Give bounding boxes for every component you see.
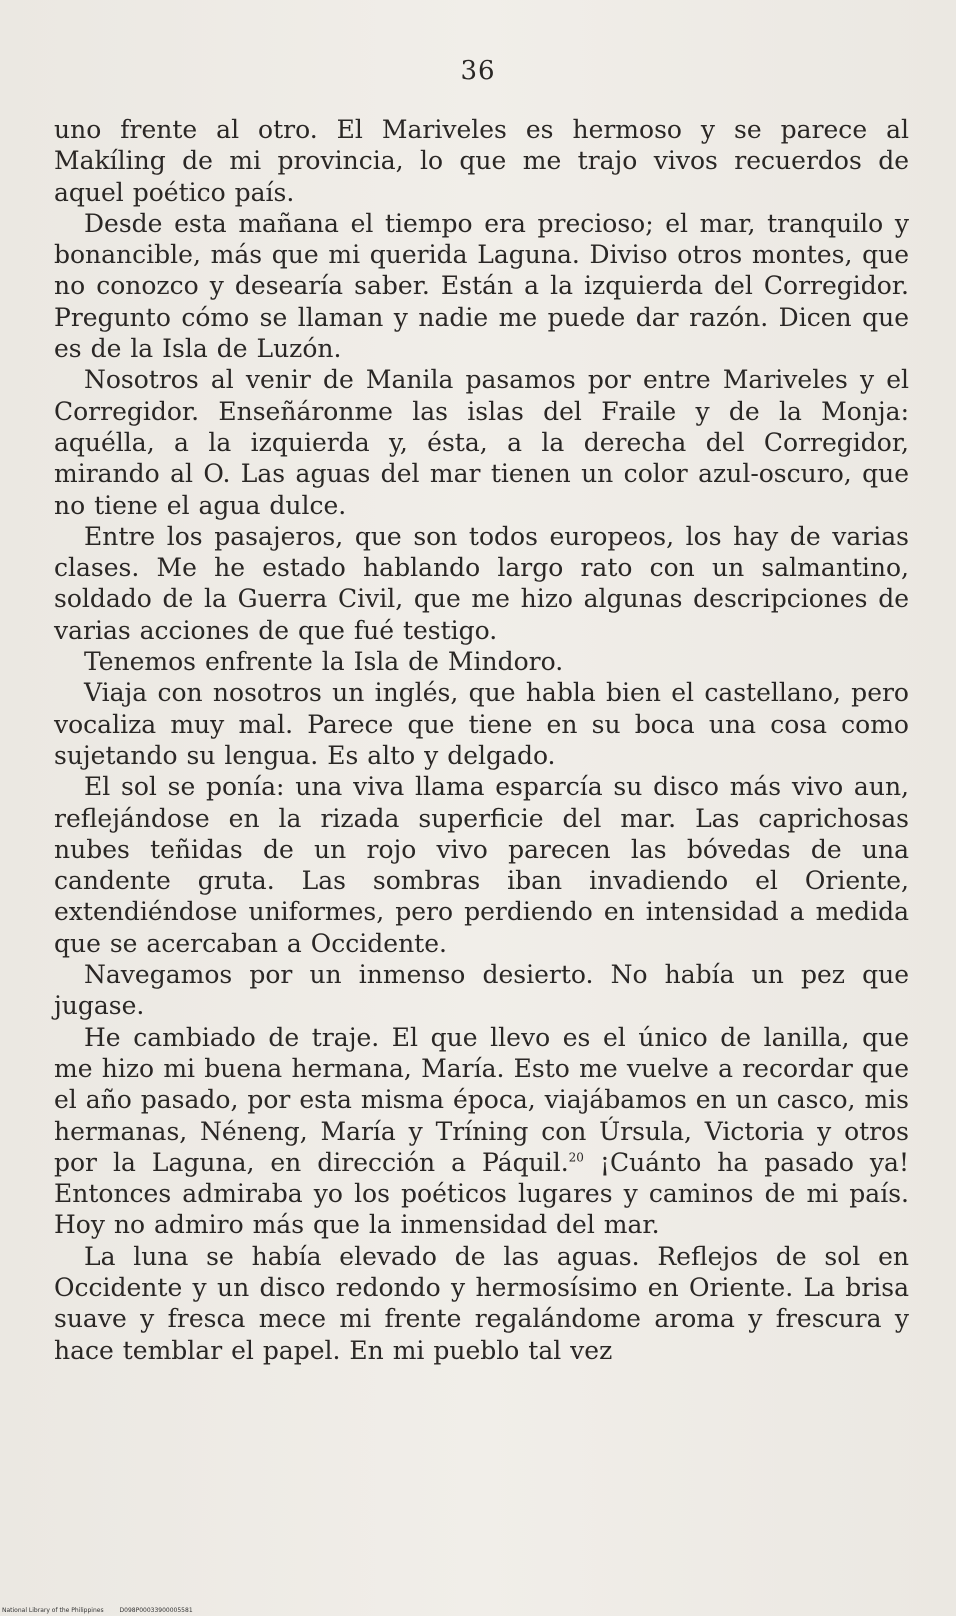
paragraph: Desde esta mañana el tiempo era precioso; el mar, tranquilo y bonancible, más que mi querida Laguna. Diviso otros montes, que no conozco y desearía saber. Están a la izquierda del Corregidor. Pregunto cómo se llaman y nadie me puede dar razón. Dicen que es de la Isla de Luzón. — [54, 208, 909, 364]
paragraph: Viaja con nosotros un inglés, que habla bien el castellano, pero vocaliza muy mal. Parece que tiene en su boca una cosa como sujetando su lengua. Es alto y delgado. — [54, 678, 909, 770]
scan-code: D098P00033900005581 — [119, 1607, 193, 1614]
page-number: 36 — [460, 56, 496, 86]
paragraph: La luna se había elevado de las aguas. Reflejos de sol en Occidente y un disco redondo y hermosísimo en Oriente. La brisa suave y fresca mece mi frente regalándome aroma y frescura y hace temblar el papel. En mi pueblo tal vez — [54, 1241, 909, 1365]
footnote-marker: 20 — [568, 1150, 584, 1165]
paragraph: Nosotros al venir de Manila pasamos por entre Mariveles y el Corregidor. Enseñáronme las islas del Fraile y de la Monja: aquélla, a la izquierda y, ésta, a la derecha del Corregidor, mirando al O. Las aguas del mar tienen un color azul-oscuro, que no tiene el agua dulce. — [54, 365, 909, 520]
paragraph: Tenemos enfrente la Isla de Mindoro. — [84, 647, 564, 677]
paragraph: Navegamos por un inmenso desierto. No había un pez que jugase. — [54, 960, 909, 1021]
scan-footer — [2, 1607, 207, 1614]
paragraph: uno frente al otro. El Mariveles es hermoso y se parece al Makíling de mi provincia, lo que me trajo vivos recuerdos de aquel poético país. — [54, 115, 909, 207]
paragraph-text: He cambiado de traje. El que llevo es el único de lanilla, que me hizo mi buena hermana, María. Esto me vuelve a recordar que el año pasado, por esta misma época, viajábamos en un casco, mis hermanas, Néneng, María y Tríning con Úrsula, Victoria y otros por la Laguna, en dirección a Páquil. — [54, 1022, 909, 1177]
library-credit: National Library of the Philippines — [2, 1607, 104, 1614]
paragraph-with-footnote — [54, 1022, 909, 1241]
paragraph-text: ¡Cuánto ha pasado ya! Entonces admiraba yo los poéticos lugares y caminos de mi país. Hoy no admiro más que la inmensidad del mar. — [54, 1147, 909, 1240]
page-body — [54, 114, 909, 1366]
paragraph: Entre los pasajeros, que son todos europeos, los hay de varias clases. Me he estado hablando largo rato con un salmantino, soldado de la Guerra Civil, que me hizo algunas descripciones de varias acciones de que fué testigo. — [54, 521, 909, 645]
paragraph: El sol se ponía: una viva llama esparcía su disco más vivo aun, reflejándose en la rizada superficie del mar. Las caprichosas nubes teñidas de un rojo vivo parecen las bóvedas de una candente gruta. Las sombras iban invadiendo el Oriente, extendiéndose uniformes, pero perdiendo en intensidad a medida que se acercaban a Occidente. — [54, 772, 909, 958]
